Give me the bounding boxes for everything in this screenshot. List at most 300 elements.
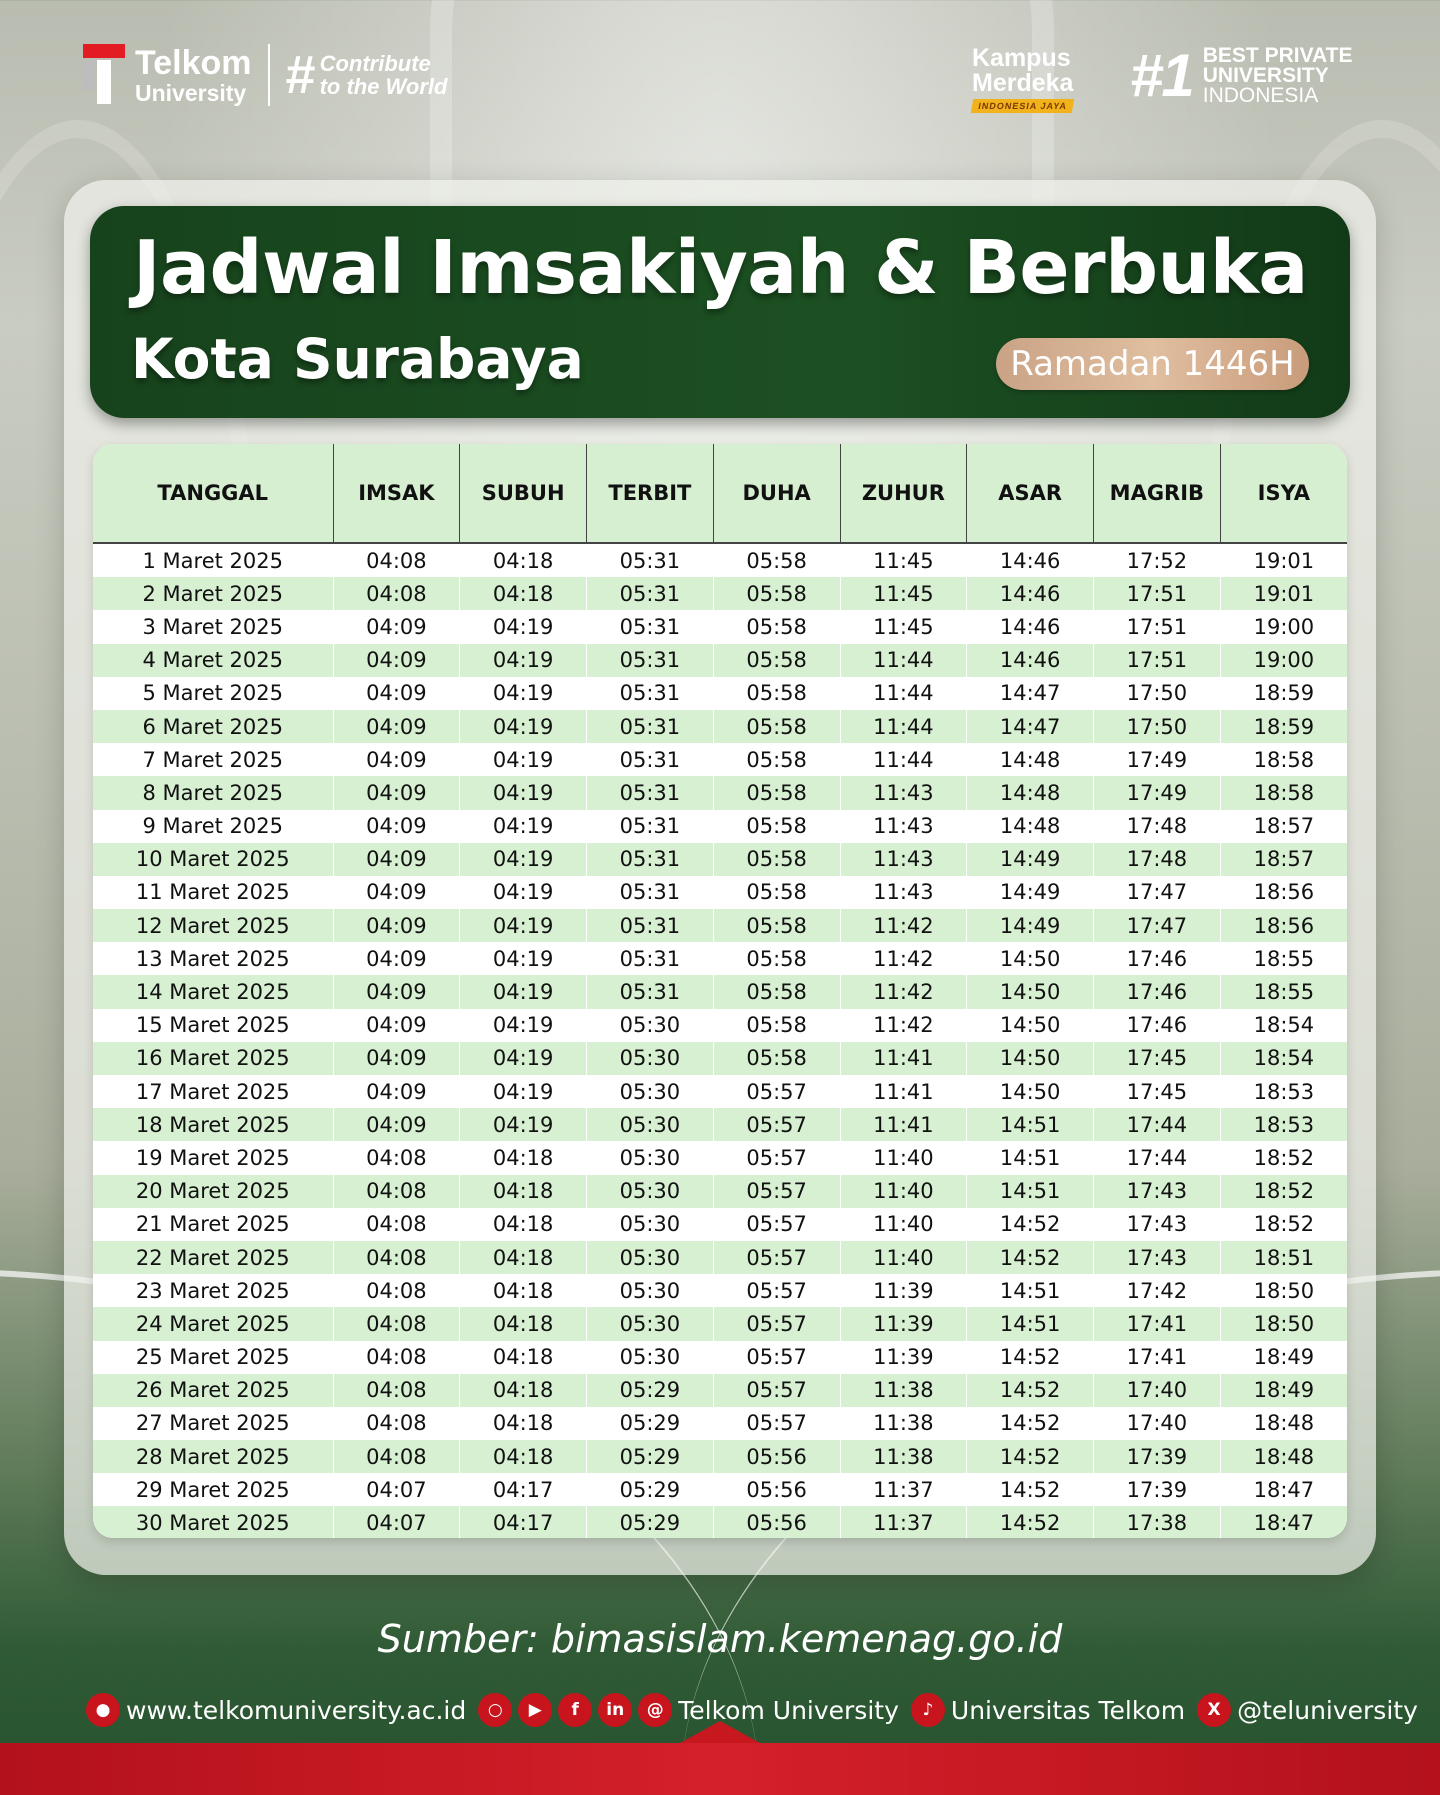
table-row bbox=[93, 543, 1347, 577]
time-cell: 05:57 bbox=[713, 1307, 840, 1340]
time-cell: 04:08 bbox=[333, 1141, 460, 1174]
time-cell: 11:45 bbox=[840, 543, 967, 577]
x-account-handle: @teluniversity bbox=[1237, 1695, 1418, 1725]
time-cell: 18:50 bbox=[1220, 1274, 1347, 1307]
time-cell: 14:52 bbox=[967, 1341, 1094, 1374]
time-cell: 18:59 bbox=[1220, 710, 1347, 743]
time-cell: 11:42 bbox=[840, 909, 967, 942]
time-cell: 11:42 bbox=[840, 975, 967, 1008]
time-cell: 05:31 bbox=[587, 942, 714, 975]
column-header: ISYA bbox=[1220, 444, 1347, 543]
date-cell: 6 Maret 2025 bbox=[93, 710, 333, 743]
time-cell: 11:41 bbox=[840, 1108, 967, 1141]
time-cell: 14:50 bbox=[967, 975, 1094, 1008]
time-cell: 04:18 bbox=[460, 1440, 587, 1473]
time-cell: 04:19 bbox=[460, 909, 587, 942]
website-link[interactable]: www.telkomuniversity.ac.id bbox=[126, 1695, 467, 1725]
time-cell: 04:18 bbox=[460, 1175, 587, 1208]
time-cell: 05:57 bbox=[713, 1108, 840, 1141]
time-cell: 18:58 bbox=[1220, 776, 1347, 809]
time-cell: 11:45 bbox=[840, 577, 967, 610]
date-cell: 11 Maret 2025 bbox=[93, 876, 333, 909]
rank-line3: INDONESIA bbox=[1202, 83, 1319, 107]
time-cell: 04:18 bbox=[460, 543, 587, 577]
time-cell: 17:48 bbox=[1094, 843, 1221, 876]
page-title: Jadwal Imsakiyah & Berbuka bbox=[133, 225, 1308, 311]
time-cell: 04:08 bbox=[333, 1307, 460, 1340]
time-cell: 18:49 bbox=[1220, 1341, 1347, 1374]
time-cell: 17:49 bbox=[1094, 743, 1221, 776]
time-cell: 05:30 bbox=[587, 1341, 714, 1374]
date-cell: 10 Maret 2025 bbox=[93, 843, 333, 876]
time-cell: 05:31 bbox=[587, 975, 714, 1008]
time-cell: 04:18 bbox=[460, 1374, 587, 1407]
time-cell: 18:47 bbox=[1220, 1506, 1347, 1538]
time-cell: 14:48 bbox=[967, 743, 1094, 776]
time-cell: 05:57 bbox=[713, 1341, 840, 1374]
rank-line2: UNIVERSITY bbox=[1202, 64, 1329, 88]
time-cell: 17:42 bbox=[1094, 1274, 1221, 1307]
time-cell: 04:18 bbox=[460, 1141, 587, 1174]
time-cell: 05:31 bbox=[587, 577, 714, 610]
table-row bbox=[93, 1440, 1347, 1473]
table-row bbox=[93, 1241, 1347, 1274]
time-cell: 05:29 bbox=[587, 1473, 714, 1506]
schedule-table-container bbox=[93, 444, 1347, 1538]
time-cell: 04:09 bbox=[333, 810, 460, 843]
time-cell: 11:37 bbox=[840, 1506, 967, 1538]
rank-line1: BEST PRIVATE bbox=[1202, 44, 1353, 68]
date-cell: 5 Maret 2025 bbox=[93, 677, 333, 710]
column-header: ASAR bbox=[967, 444, 1094, 543]
time-cell: 05:29 bbox=[587, 1506, 714, 1538]
time-cell: 04:17 bbox=[460, 1506, 587, 1538]
table-row bbox=[93, 810, 1347, 843]
time-cell: 04:09 bbox=[333, 1075, 460, 1108]
table-row bbox=[93, 909, 1347, 942]
date-cell: 21 Maret 2025 bbox=[93, 1208, 333, 1241]
time-cell: 17:50 bbox=[1094, 710, 1221, 743]
time-cell: 14:48 bbox=[967, 776, 1094, 809]
time-cell: 17:51 bbox=[1094, 577, 1221, 610]
time-cell: 11:42 bbox=[840, 1009, 967, 1042]
time-cell: 04:18 bbox=[460, 1208, 587, 1241]
brand-name bbox=[135, 43, 252, 106]
table-row bbox=[93, 743, 1347, 776]
table-row bbox=[93, 776, 1347, 809]
table-row bbox=[93, 610, 1347, 643]
time-cell: 17:43 bbox=[1094, 1208, 1221, 1241]
time-cell: 18:56 bbox=[1220, 909, 1347, 942]
table-row bbox=[93, 1108, 1347, 1141]
date-cell: 2 Maret 2025 bbox=[93, 577, 333, 610]
table-row bbox=[93, 710, 1347, 743]
time-cell: 11:44 bbox=[840, 644, 967, 677]
time-cell: 11:38 bbox=[840, 1374, 967, 1407]
time-cell: 04:08 bbox=[333, 577, 460, 610]
time-cell: 11:37 bbox=[840, 1473, 967, 1506]
time-cell: 04:08 bbox=[333, 1175, 460, 1208]
rank-text bbox=[1203, 46, 1353, 106]
time-cell: 17:41 bbox=[1094, 1307, 1221, 1340]
table-row bbox=[93, 843, 1347, 876]
km-line3: INDONESIA JAYA bbox=[971, 99, 1075, 113]
time-cell: 05:31 bbox=[587, 677, 714, 710]
column-header: DUHA bbox=[713, 444, 840, 543]
time-cell: 04:09 bbox=[333, 942, 460, 975]
time-cell: 04:19 bbox=[460, 1042, 587, 1075]
time-cell: 05:58 bbox=[713, 577, 840, 610]
time-cell: 17:51 bbox=[1094, 610, 1221, 643]
date-cell: 12 Maret 2025 bbox=[93, 909, 333, 942]
date-cell: 29 Maret 2025 bbox=[93, 1473, 333, 1506]
date-cell: 17 Maret 2025 bbox=[93, 1075, 333, 1108]
best-private-badge bbox=[1130, 42, 1353, 109]
time-cell: 05:30 bbox=[587, 1108, 714, 1141]
time-cell: 11:38 bbox=[840, 1440, 967, 1473]
youtube-icon[interactable]: ▶ bbox=[518, 1693, 552, 1727]
table-row bbox=[93, 644, 1347, 677]
telkom-logo bbox=[83, 44, 447, 106]
facebook-icon[interactable]: f bbox=[558, 1693, 592, 1727]
column-header: TERBIT bbox=[587, 444, 714, 543]
source-credit: Sumber: bimasislam.kemenag.go.id bbox=[377, 1617, 1063, 1661]
time-cell: 04:09 bbox=[333, 909, 460, 942]
date-cell: 8 Maret 2025 bbox=[93, 776, 333, 809]
time-cell: 18:59 bbox=[1220, 677, 1347, 710]
time-cell: 05:30 bbox=[587, 1307, 714, 1340]
table-header-row bbox=[93, 444, 1347, 543]
time-cell: 04:19 bbox=[460, 975, 587, 1008]
time-cell: 05:30 bbox=[587, 1042, 714, 1075]
column-header: ZUHUR bbox=[840, 444, 967, 543]
time-cell: 05:57 bbox=[713, 1075, 840, 1108]
time-cell: 05:29 bbox=[587, 1374, 714, 1407]
linkedin-icon[interactable]: in bbox=[598, 1693, 632, 1727]
time-cell: 04:19 bbox=[460, 610, 587, 643]
time-cell: 04:08 bbox=[333, 1208, 460, 1241]
time-cell: 04:09 bbox=[333, 1042, 460, 1075]
table-row bbox=[93, 975, 1347, 1008]
time-cell: 17:39 bbox=[1094, 1473, 1221, 1506]
threads-icon[interactable]: @ bbox=[638, 1693, 672, 1727]
time-cell: 05:31 bbox=[587, 610, 714, 643]
time-cell: 04:19 bbox=[460, 1108, 587, 1141]
time-cell: 14:52 bbox=[967, 1506, 1094, 1538]
date-cell: 16 Maret 2025 bbox=[93, 1042, 333, 1075]
time-cell: 05:57 bbox=[713, 1274, 840, 1307]
time-cell: 05:31 bbox=[587, 810, 714, 843]
time-cell: 05:57 bbox=[713, 1208, 840, 1241]
time-cell: 14:50 bbox=[967, 942, 1094, 975]
time-cell: 05:30 bbox=[587, 1175, 714, 1208]
time-cell: 04:18 bbox=[460, 1274, 587, 1307]
tagline-line1: Contribute bbox=[319, 50, 431, 76]
kampus-merdeka-logo bbox=[972, 46, 1073, 113]
time-cell: 05:31 bbox=[587, 876, 714, 909]
time-cell: 14:51 bbox=[967, 1274, 1094, 1307]
time-cell: 04:19 bbox=[460, 942, 587, 975]
time-cell: 11:39 bbox=[840, 1307, 967, 1340]
time-cell: 11:42 bbox=[840, 942, 967, 975]
date-cell: 19 Maret 2025 bbox=[93, 1141, 333, 1174]
column-header: MAGRIB bbox=[1094, 444, 1221, 543]
table-row bbox=[93, 1374, 1347, 1407]
time-cell: 18:53 bbox=[1220, 1075, 1347, 1108]
time-cell: 18:51 bbox=[1220, 1241, 1347, 1274]
time-cell: 05:31 bbox=[587, 843, 714, 876]
date-cell: 28 Maret 2025 bbox=[93, 1440, 333, 1473]
time-cell: 05:58 bbox=[713, 644, 840, 677]
table-row bbox=[93, 1473, 1347, 1506]
column-header: SUBUH bbox=[460, 444, 587, 543]
time-cell: 17:46 bbox=[1094, 1009, 1221, 1042]
time-cell: 14:52 bbox=[967, 1374, 1094, 1407]
time-cell: 17:44 bbox=[1094, 1141, 1221, 1174]
table-row bbox=[93, 942, 1347, 975]
time-cell: 04:09 bbox=[333, 1009, 460, 1042]
brand-line1: Telkom bbox=[135, 43, 252, 82]
table-body bbox=[93, 543, 1347, 1538]
time-cell: 11:39 bbox=[840, 1341, 967, 1374]
time-cell: 04:19 bbox=[460, 710, 587, 743]
footer-red-bar bbox=[0, 1743, 1440, 1795]
time-cell: 18:48 bbox=[1220, 1440, 1347, 1473]
time-cell: 05:58 bbox=[713, 710, 840, 743]
date-cell: 15 Maret 2025 bbox=[93, 1009, 333, 1042]
divider bbox=[268, 44, 270, 106]
time-cell: 04:09 bbox=[333, 1108, 460, 1141]
time-cell: 05:31 bbox=[587, 909, 714, 942]
time-cell: 05:58 bbox=[713, 743, 840, 776]
tiktok-icon[interactable]: ♪ bbox=[911, 1693, 945, 1727]
time-cell: 19:01 bbox=[1220, 577, 1347, 610]
time-cell: 14:46 bbox=[967, 577, 1094, 610]
time-cell: 05:58 bbox=[713, 843, 840, 876]
time-cell: 05:58 bbox=[713, 543, 840, 577]
time-cell: 04:09 bbox=[333, 610, 460, 643]
time-cell: 17:46 bbox=[1094, 942, 1221, 975]
time-cell: 14:52 bbox=[967, 1208, 1094, 1241]
globe-icon: ● bbox=[86, 1693, 120, 1727]
time-cell: 04:08 bbox=[333, 1241, 460, 1274]
time-cell: 14:51 bbox=[967, 1141, 1094, 1174]
time-cell: 04:19 bbox=[460, 843, 587, 876]
time-cell: 14:51 bbox=[967, 1307, 1094, 1340]
date-cell: 30 Maret 2025 bbox=[93, 1506, 333, 1538]
time-cell: 04:18 bbox=[460, 1241, 587, 1274]
time-cell: 11:44 bbox=[840, 710, 967, 743]
time-cell: 05:56 bbox=[713, 1506, 840, 1538]
time-cell: 17:52 bbox=[1094, 543, 1221, 577]
time-cell: 14:48 bbox=[967, 810, 1094, 843]
time-cell: 05:58 bbox=[713, 975, 840, 1008]
table-row bbox=[93, 1506, 1347, 1538]
time-cell: 18:52 bbox=[1220, 1208, 1347, 1241]
time-cell: 18:52 bbox=[1220, 1175, 1347, 1208]
time-cell: 04:09 bbox=[333, 743, 460, 776]
time-cell: 05:57 bbox=[713, 1141, 840, 1174]
tagline-line2: to the World bbox=[319, 74, 448, 99]
time-cell: 05:31 bbox=[587, 776, 714, 809]
time-cell: 11:40 bbox=[840, 1141, 967, 1174]
time-cell: 11:40 bbox=[840, 1241, 967, 1274]
time-cell: 17:51 bbox=[1094, 644, 1221, 677]
time-cell: 04:19 bbox=[460, 876, 587, 909]
time-cell: 04:07 bbox=[333, 1473, 460, 1506]
table-row bbox=[93, 577, 1347, 610]
time-cell: 04:18 bbox=[460, 1307, 587, 1340]
time-cell: 14:47 bbox=[967, 677, 1094, 710]
time-cell: 18:55 bbox=[1220, 975, 1347, 1008]
time-cell: 18:58 bbox=[1220, 743, 1347, 776]
time-cell: 11:43 bbox=[840, 843, 967, 876]
time-cell: 18:52 bbox=[1220, 1141, 1347, 1174]
time-cell: 14:49 bbox=[967, 909, 1094, 942]
table-row bbox=[93, 1141, 1347, 1174]
time-cell: 04:08 bbox=[333, 543, 460, 577]
time-cell: 05:57 bbox=[713, 1241, 840, 1274]
time-cell: 19:00 bbox=[1220, 610, 1347, 643]
time-cell: 11:45 bbox=[840, 610, 967, 643]
time-cell: 11:39 bbox=[840, 1274, 967, 1307]
schedule-table bbox=[93, 444, 1347, 1538]
time-cell: 04:19 bbox=[460, 677, 587, 710]
brand-line2: University bbox=[135, 79, 247, 106]
column-header: TANGGAL bbox=[93, 444, 333, 543]
km-line1: Kampus bbox=[972, 44, 1071, 72]
table-row bbox=[93, 876, 1347, 909]
time-cell: 05:57 bbox=[713, 1374, 840, 1407]
km-line2: Merdeka bbox=[972, 69, 1074, 97]
rank-number: #1 bbox=[1130, 42, 1193, 109]
time-cell: 05:58 bbox=[713, 810, 840, 843]
time-cell: 17:45 bbox=[1094, 1042, 1221, 1075]
time-cell: 05:58 bbox=[713, 776, 840, 809]
time-cell: 17:50 bbox=[1094, 677, 1221, 710]
time-cell: 11:43 bbox=[840, 776, 967, 809]
time-cell: 18:53 bbox=[1220, 1108, 1347, 1141]
time-cell: 17:38 bbox=[1094, 1506, 1221, 1538]
time-cell: 18:47 bbox=[1220, 1473, 1347, 1506]
time-cell: 04:19 bbox=[460, 1075, 587, 1108]
time-cell: 18:57 bbox=[1220, 843, 1347, 876]
time-cell: 11:40 bbox=[840, 1175, 967, 1208]
time-cell: 18:49 bbox=[1220, 1374, 1347, 1407]
time-cell: 05:57 bbox=[713, 1175, 840, 1208]
time-cell: 17:49 bbox=[1094, 776, 1221, 809]
time-cell: 05:58 bbox=[713, 610, 840, 643]
table-row bbox=[93, 1208, 1347, 1241]
time-cell: 05:58 bbox=[713, 1009, 840, 1042]
time-cell: 17:45 bbox=[1094, 1075, 1221, 1108]
time-cell: 05:57 bbox=[713, 1407, 840, 1440]
telkom-mark-icon bbox=[83, 44, 125, 106]
date-cell: 22 Maret 2025 bbox=[93, 1241, 333, 1274]
time-cell: 17:41 bbox=[1094, 1341, 1221, 1374]
time-cell: 11:40 bbox=[840, 1208, 967, 1241]
date-cell: 4 Maret 2025 bbox=[93, 644, 333, 677]
time-cell: 14:49 bbox=[967, 843, 1094, 876]
time-cell: 04:08 bbox=[333, 1407, 460, 1440]
time-cell: 14:50 bbox=[967, 1009, 1094, 1042]
time-cell: 05:58 bbox=[713, 876, 840, 909]
table-row bbox=[93, 1075, 1347, 1108]
table-row bbox=[93, 1341, 1347, 1374]
time-cell: 14:51 bbox=[967, 1108, 1094, 1141]
time-cell: 05:58 bbox=[713, 677, 840, 710]
time-cell: 11:38 bbox=[840, 1407, 967, 1440]
time-cell: 11:44 bbox=[840, 743, 967, 776]
time-cell: 05:29 bbox=[587, 1407, 714, 1440]
time-cell: 17:40 bbox=[1094, 1407, 1221, 1440]
time-cell: 04:08 bbox=[333, 1440, 460, 1473]
time-cell: 18:54 bbox=[1220, 1009, 1347, 1042]
time-cell: 04:08 bbox=[333, 1274, 460, 1307]
time-cell: 17:43 bbox=[1094, 1241, 1221, 1274]
time-cell: 05:56 bbox=[713, 1440, 840, 1473]
time-cell: 14:46 bbox=[967, 644, 1094, 677]
time-cell: 11:41 bbox=[840, 1075, 967, 1108]
time-cell: 11:41 bbox=[840, 1042, 967, 1075]
time-cell: 17:40 bbox=[1094, 1374, 1221, 1407]
city-subtitle: Kota Surabaya bbox=[131, 327, 584, 391]
time-cell: 05:30 bbox=[587, 1274, 714, 1307]
time-cell: 04:19 bbox=[460, 810, 587, 843]
instagram-icon[interactable]: ○ bbox=[478, 1693, 512, 1727]
time-cell: 14:50 bbox=[967, 1042, 1094, 1075]
time-cell: 04:19 bbox=[460, 776, 587, 809]
date-cell: 18 Maret 2025 bbox=[93, 1108, 333, 1141]
time-cell: 14:49 bbox=[967, 876, 1094, 909]
ramadan-badge: Ramadan 1446H bbox=[996, 338, 1309, 390]
time-cell: 04:09 bbox=[333, 677, 460, 710]
time-cell: 11:43 bbox=[840, 810, 967, 843]
time-cell: 04:19 bbox=[460, 1009, 587, 1042]
time-cell: 17:43 bbox=[1094, 1175, 1221, 1208]
time-cell: 14:52 bbox=[967, 1473, 1094, 1506]
time-cell: 05:30 bbox=[587, 1208, 714, 1241]
tiktok-account-name: Universitas Telkom bbox=[950, 1695, 1186, 1725]
time-cell: 18:55 bbox=[1220, 942, 1347, 975]
time-cell: 11:44 bbox=[840, 677, 967, 710]
date-cell: 7 Maret 2025 bbox=[93, 743, 333, 776]
time-cell: 18:57 bbox=[1220, 810, 1347, 843]
time-cell: 05:30 bbox=[587, 1009, 714, 1042]
time-cell: 14:51 bbox=[967, 1175, 1094, 1208]
time-cell: 04:19 bbox=[460, 644, 587, 677]
time-cell: 05:30 bbox=[587, 1075, 714, 1108]
x-icon[interactable]: X bbox=[1197, 1693, 1231, 1727]
time-cell: 18:50 bbox=[1220, 1307, 1347, 1340]
hash-mark: # bbox=[285, 45, 316, 105]
time-cell: 17:46 bbox=[1094, 975, 1221, 1008]
time-cell: 05:30 bbox=[587, 1241, 714, 1274]
date-cell: 1 Maret 2025 bbox=[93, 543, 333, 577]
time-cell: 05:58 bbox=[713, 909, 840, 942]
time-cell: 19:00 bbox=[1220, 644, 1347, 677]
time-cell: 05:56 bbox=[713, 1473, 840, 1506]
time-cell: 05:58 bbox=[713, 942, 840, 975]
time-cell: 04:09 bbox=[333, 876, 460, 909]
time-cell: 05:58 bbox=[713, 1042, 840, 1075]
time-cell: 14:46 bbox=[967, 543, 1094, 577]
time-cell: 14:52 bbox=[967, 1407, 1094, 1440]
date-cell: 3 Maret 2025 bbox=[93, 610, 333, 643]
time-cell: 17:47 bbox=[1094, 909, 1221, 942]
table-row bbox=[93, 1042, 1347, 1075]
date-cell: 25 Maret 2025 bbox=[93, 1341, 333, 1374]
